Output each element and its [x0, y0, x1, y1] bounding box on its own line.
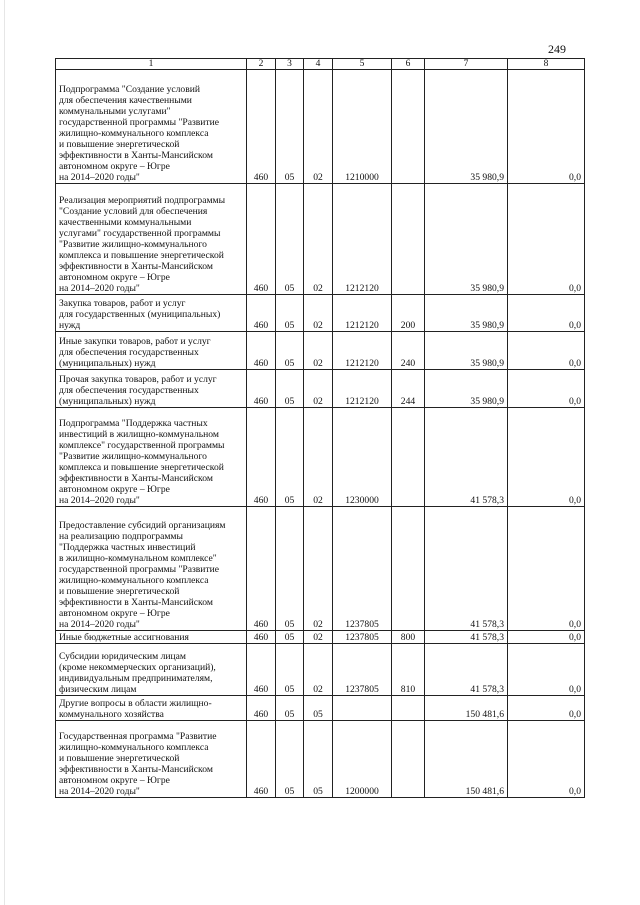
cell-col7: 41 578,3	[425, 644, 508, 696]
cell-col7: 41 578,3	[425, 631, 508, 644]
cell-col6: 200	[392, 295, 425, 332]
cell-col4: 02	[304, 644, 333, 696]
cell-col3: 05	[276, 370, 304, 408]
cell-col4: 02	[304, 631, 333, 644]
cell-col2: 460	[247, 184, 276, 295]
cell-col2: 460	[247, 70, 276, 184]
col-header-5: 5	[333, 59, 392, 70]
row-name: Субсидии юридическим лицам (кроме некоммерческих организаций), индивидуальным предпринимателям, физическим лицам	[56, 644, 247, 696]
cell-col7: 150 481,6	[425, 696, 508, 721]
cell-col5: 1210000	[333, 70, 392, 184]
table-row	[56, 721, 585, 798]
table-row	[56, 332, 585, 370]
cell-col3: 05	[276, 696, 304, 721]
cell-col7: 35 980,9	[425, 332, 508, 370]
cell-col6	[392, 696, 425, 721]
cell-col8: 0,0	[508, 408, 585, 507]
cell-col5: 1212120	[333, 295, 392, 332]
row-name: Предоставление субсидий организациям на реализацию подпрограммы "Поддержка частных инвестиций в жилищно-коммунальном комплексе" государственной программы "Развитие жилищно-коммунального комплекса и повышение энергетической эффективности в Ханты-Мансийском автономном округе – Югре на 2014–2020 годы"	[56, 507, 247, 631]
table-row	[56, 184, 585, 295]
cell-col8: 0,0	[508, 631, 585, 644]
row-name: Другие вопросы в области жилищно- коммунального хозяйства	[56, 696, 247, 721]
cell-col5: 1230000	[333, 408, 392, 507]
cell-col8: 0,0	[508, 70, 585, 184]
cell-col6: 800	[392, 631, 425, 644]
cell-col6	[392, 184, 425, 295]
cell-col4: 02	[304, 507, 333, 631]
cell-col7: 41 578,3	[425, 507, 508, 631]
cell-col3: 05	[276, 184, 304, 295]
cell-col8: 0,0	[508, 295, 585, 332]
cell-col2: 460	[247, 721, 276, 798]
cell-col4: 02	[304, 332, 333, 370]
table-row	[56, 644, 585, 696]
cell-col4: 05	[304, 721, 333, 798]
col-header-7: 7	[425, 59, 508, 70]
cell-col2: 460	[247, 332, 276, 370]
cell-col5: 1237805	[333, 507, 392, 631]
cell-col3: 05	[276, 70, 304, 184]
cell-col7: 35 980,9	[425, 70, 508, 184]
cell-col3: 05	[276, 408, 304, 507]
cell-col3: 05	[276, 644, 304, 696]
cell-col6	[392, 70, 425, 184]
cell-col2: 460	[247, 507, 276, 631]
cell-col8: 0,0	[508, 721, 585, 798]
cell-col3: 05	[276, 295, 304, 332]
table-row	[56, 370, 585, 408]
table-row	[56, 70, 585, 184]
cell-col5: 1237805	[333, 631, 392, 644]
cell-col7: 35 980,9	[425, 370, 508, 408]
cell-col5: 1212120	[333, 184, 392, 295]
table-row	[56, 295, 585, 332]
cell-col4: 05	[304, 696, 333, 721]
cell-col2: 460	[247, 295, 276, 332]
cell-col2: 460	[247, 631, 276, 644]
cell-col6: 244	[392, 370, 425, 408]
table-row	[56, 696, 585, 721]
cell-col7: 41 578,3	[425, 408, 508, 507]
row-name: Иные бюджетные ассигнования	[56, 631, 247, 644]
page-number: 249	[548, 42, 566, 56]
cell-col7: 35 980,9	[425, 184, 508, 295]
table-row	[56, 408, 585, 507]
cell-col6: 240	[392, 332, 425, 370]
row-name: Иные закупки товаров, работ и услуг для обеспечения государственных (муниципальных) нужд	[56, 332, 247, 370]
cell-col8: 0,0	[508, 184, 585, 295]
cell-col6	[392, 408, 425, 507]
cell-col6	[392, 721, 425, 798]
row-name: Прочая закупка товаров, работ и услуг для обеспечения государственных (муниципальных) нужд	[56, 370, 247, 408]
cell-col7: 35 980,9	[425, 295, 508, 332]
col-header-1: 1	[56, 59, 247, 70]
cell-col5: 1212120	[333, 370, 392, 408]
cell-col3: 05	[276, 507, 304, 631]
cell-col4: 02	[304, 70, 333, 184]
cell-col8: 0,0	[508, 696, 585, 721]
cell-col8: 0,0	[508, 644, 585, 696]
cell-col6: 810	[392, 644, 425, 696]
col-header-2: 2	[247, 59, 276, 70]
scan-edge	[4, 0, 5, 905]
table-row	[56, 631, 585, 644]
row-name: Подпрограмма "Поддержка частных инвестиций в жилищно-коммунальном комплексе" государственной программы "Развитие жилищно-коммунального комплекса и повышение энергетической эффективности в Ханты-Мансийском автономном округе – Югре на 2014–2020 годы"	[56, 408, 247, 507]
col-header-3: 3	[276, 59, 304, 70]
cell-col5: 1212120	[333, 332, 392, 370]
cell-col2: 460	[247, 644, 276, 696]
header-row	[56, 59, 585, 70]
cell-col2: 460	[247, 696, 276, 721]
cell-col2: 460	[247, 408, 276, 507]
cell-col4: 02	[304, 370, 333, 408]
cell-col2: 460	[247, 370, 276, 408]
table-row	[56, 507, 585, 631]
cell-col8: 0,0	[508, 507, 585, 631]
cell-col4: 02	[304, 184, 333, 295]
budget-table	[55, 58, 585, 798]
cell-col5: 1237805	[333, 644, 392, 696]
col-header-8: 8	[508, 59, 585, 70]
cell-col5	[333, 696, 392, 721]
cell-col7: 150 481,6	[425, 721, 508, 798]
row-name: Закупка товаров, работ и услуг для государственных (муниципальных) нужд	[56, 295, 247, 332]
col-header-4: 4	[304, 59, 333, 70]
cell-col3: 05	[276, 721, 304, 798]
cell-col8: 0,0	[508, 332, 585, 370]
row-name: Реализация мероприятий подпрограммы "Создание условий для обеспечения качественными коммунальными услугами" государственной программы "Развитие жилищно-коммунального комплекса и повышение энергетической эффективности в Ханты-Мансийском автономном округе – Югре на 2014–2020 годы"	[56, 184, 247, 295]
row-name: Государственная программа "Развитие жилищно-коммунального комплекса и повышение энергетической эффективности в Ханты-Мансийском автономном округе – Югре на 2014–2020 годы"	[56, 721, 247, 798]
cell-col5: 1200000	[333, 721, 392, 798]
row-name: Подпрограмма "Создание условий для обеспечения качественными коммунальными услугами" государственной программы "Развитие жилищно-коммунального комплекса и повышение энергетической эффективности в Ханты-Мансийском автономном округе – Югре на 2014–2020 годы"	[56, 70, 247, 184]
cell-col8: 0,0	[508, 370, 585, 408]
col-header-6: 6	[392, 59, 425, 70]
cell-col3: 05	[276, 631, 304, 644]
cell-col6	[392, 507, 425, 631]
cell-col3: 05	[276, 332, 304, 370]
cell-col4: 02	[304, 408, 333, 507]
cell-col4: 02	[304, 295, 333, 332]
